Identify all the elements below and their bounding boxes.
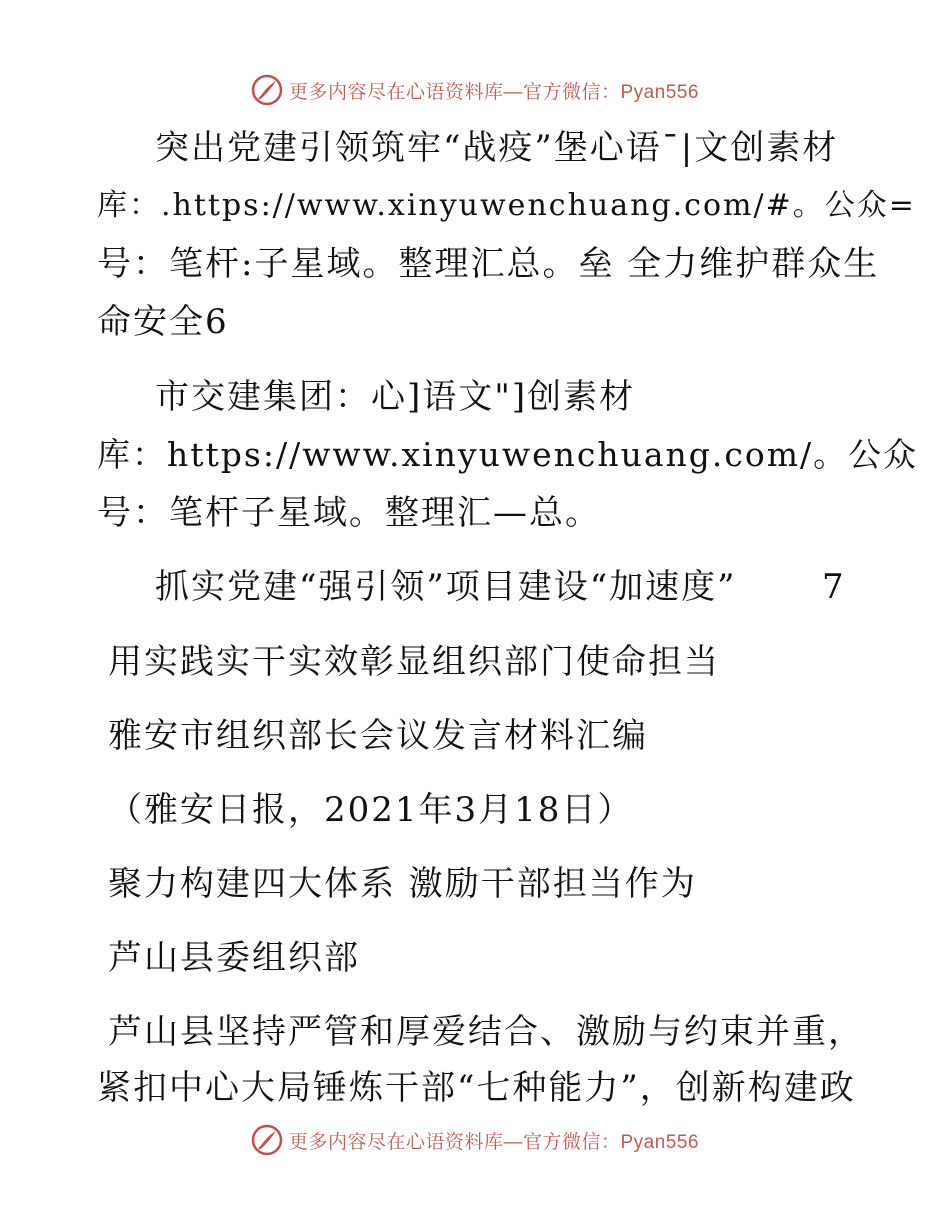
page-number: 7 [822,567,844,607]
text-line: 命安全6 [97,302,229,342]
quill-logo-icon [251,74,283,106]
header-banner [0,70,950,110]
footer-banner-text: 更多内容尽在心语资料库—官方微信：Pyan556 [288,1131,699,1153]
text-line: 号：笔杆:子星域。整理汇总。垒 全力维护群众生 [97,244,880,284]
text-line: 号：笔杆子星域。整理汇—总。 [97,493,601,533]
text-line: 紧扣中心大局锤炼干部“七种能力”，创新构建政 [97,1068,856,1108]
text-line: 抓实党建“强引领”项目建设“加速度” [155,567,737,607]
text-line: 突出党建引领筑牢“战疫”堡心语¯|文创素材 [155,128,839,168]
text-line: 用实践实干实效彰显组织部门使命担当 [108,642,720,682]
text-line: （雅安日报，2021年3月18日） [108,790,634,830]
text-line: 库：https://www.xinyuwenchuang.com/。公众 [97,435,919,474]
footer-banner [0,1120,950,1160]
text-line: 库：.https://www.xinyuwenchuang.com/#。公众= [97,188,916,223]
text-line: 芦山县委组织部 [108,938,360,978]
text-line: 芦山县坚持严管和厚爱结合、激励与约束并重， [108,1012,864,1052]
text-line: 雅安市组织部长会议发言材料汇编 [108,716,648,756]
header-banner-text: 更多内容尽在心语资料库—官方微信：Pyan556 [288,81,699,103]
text-line: 聚力构建四大体系 激励干部担当作为 [108,864,697,904]
text-line: 市交建集团：心]语文"]创素材 [155,377,636,417]
quill-logo-icon [251,1124,283,1156]
